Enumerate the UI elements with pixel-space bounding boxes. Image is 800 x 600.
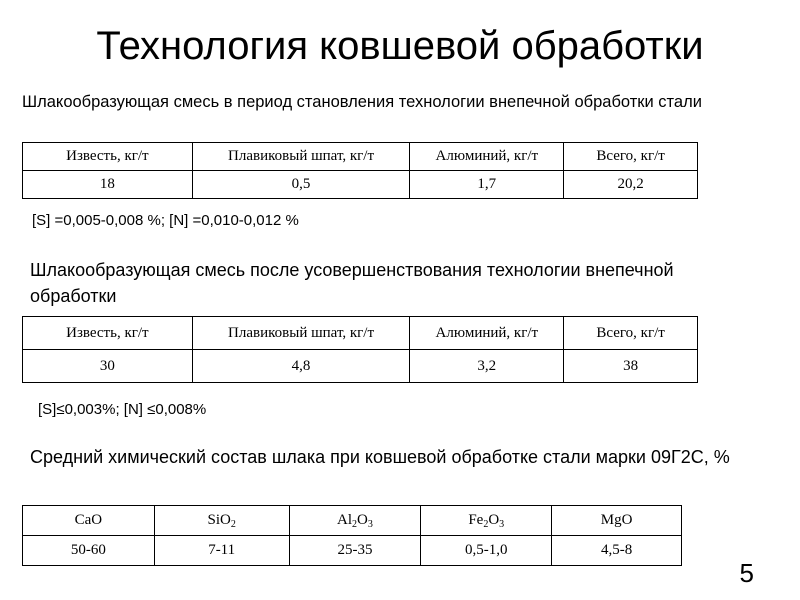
section3-heading: Средний химический состав шлака при ковшевой обработке стали марки 09Г2С, % [30, 447, 730, 467]
header-cell: Известь, кг/т [23, 317, 193, 350]
table-header-row [23, 143, 698, 171]
header-cell-cao: CaO [23, 506, 155, 536]
header-cell: Плавиковый шпат, кг/т [192, 317, 410, 350]
table-cell: 30 [23, 350, 193, 383]
table-header-row [23, 506, 682, 536]
header-cell: Всего, кг/т [564, 143, 698, 171]
section1-heading: Шлакообразующая смесь в период становления технологии внепечной обработки стали [22, 93, 702, 111]
header-cell: Всего, кг/т [564, 317, 698, 350]
table-row [23, 536, 682, 566]
table-cell: 4,5-8 [552, 536, 682, 566]
table-cell: 38 [564, 350, 698, 383]
table-row [23, 171, 698, 199]
header-cell: Плавиковый шпат, кг/т [192, 143, 410, 171]
table-cell: 7-11 [154, 536, 289, 566]
header-cell: Алюминий, кг/т [410, 143, 564, 171]
page-title: Технология ковшевой обработки [96, 24, 704, 68]
header-cell: Алюминий, кг/т [410, 317, 564, 350]
section1-table [22, 142, 698, 199]
table-cell: 3,2 [410, 350, 564, 383]
section2-note: [S]≤0,003%; [N] ≤0,008% [38, 401, 207, 418]
table-header-row [23, 317, 698, 350]
table-cell: 4,8 [192, 350, 410, 383]
table-cell: 18 [23, 171, 193, 199]
section2-heading: Шлакообразующая смесь после усовершенствования технологии внепечной обработки [30, 260, 674, 306]
header-cell-sio2: SiO$_2$ [154, 506, 289, 536]
section3-table [22, 505, 682, 566]
table-cell: 25-35 [289, 536, 421, 566]
table-cell: 50-60 [23, 536, 155, 566]
page-number: 5 [739, 558, 754, 588]
table-cell: 20,2 [564, 171, 698, 199]
header-cell-al2o3: $Al_2O_3$ [289, 506, 421, 536]
table-cell: 1,7 [410, 171, 564, 199]
header-cell: Известь, кг/т [23, 143, 193, 171]
table-row [23, 350, 698, 383]
section2-table [22, 316, 698, 383]
header-cell-fe2o3: $Fe_2O_3$ [421, 506, 552, 536]
header-cell-mgo: MgO [552, 506, 682, 536]
section1-note: [S] =0,005-0,008 %; [N] =0,010-0,012 % [32, 212, 299, 229]
table-cell: 0,5 [192, 171, 410, 199]
table-cell: 0,5-1,0 [421, 536, 552, 566]
